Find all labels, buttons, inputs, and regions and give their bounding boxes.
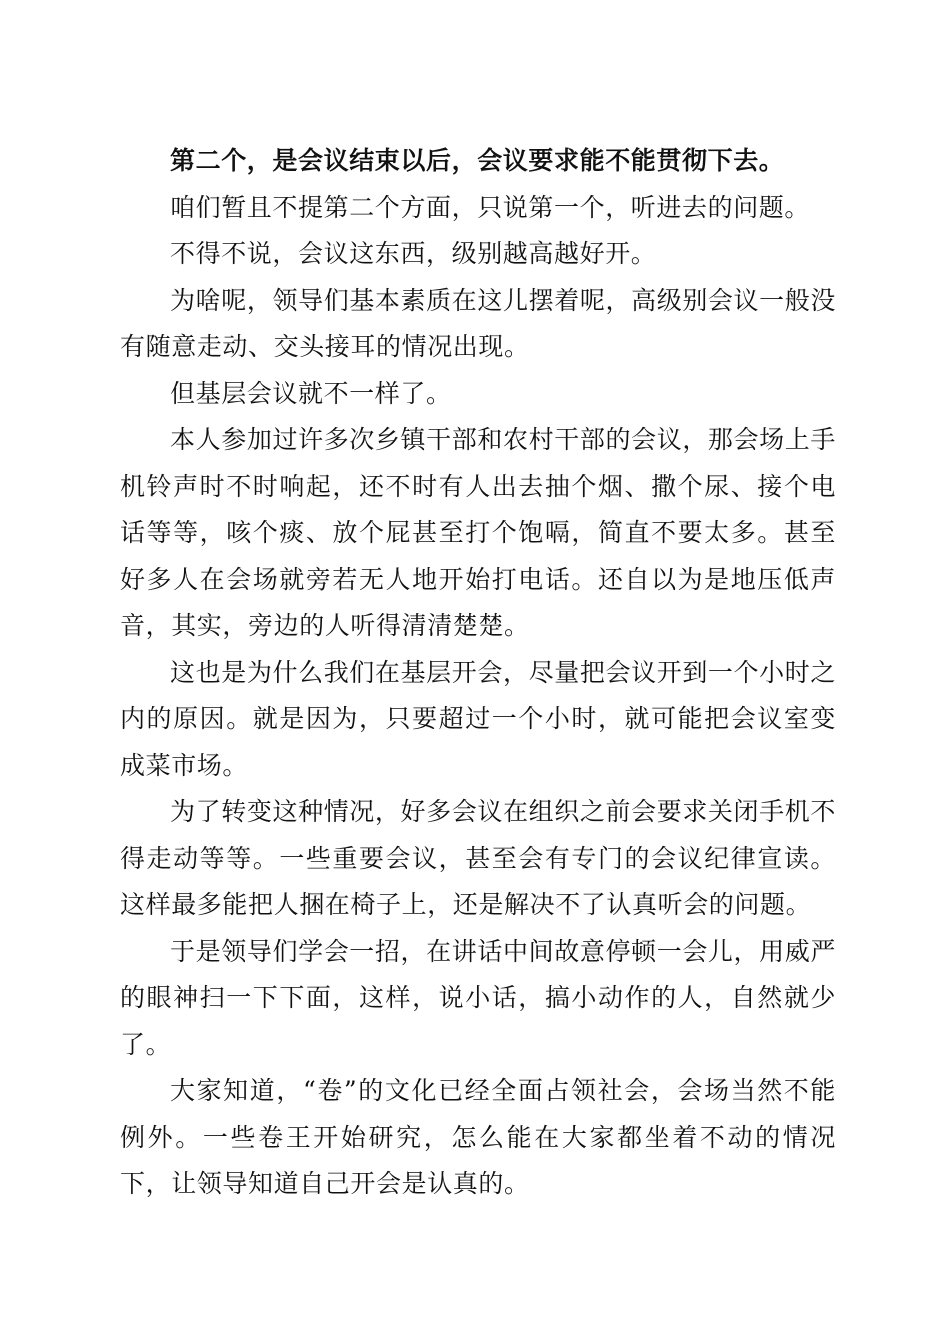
paragraph: 第二个，是会议结束以后，会议要求能不能贯彻下去。	[170, 146, 785, 175]
paragraph: 于是领导们学会一招，在讲话中间故意停顿一会儿，用威严的眼神扫一下下面，这样，说小话，搞小动作的人，自然就少了。	[120, 936, 836, 1059]
document-body	[120, 138, 836, 1208]
paragraph: 为了转变这种情况，好多会议在组织之前会要求关闭手机不得走动等等。一些重要会议，甚至会有专门的会议纪律宣读。这样最多能把人捆在椅子上，还是解决不了认真听会的问题。	[120, 797, 836, 919]
paragraph: 本人参加过许多次乡镇干部和农村干部的会议，那会场上手机铃声时不时响起，还不时有人出去抽个烟、撒个尿、接个电话等等，咳个痰、放个屁甚至打个饱嗝，简直不要太多。甚至好多人在会场就旁若无人地开始打电话。还自以为是地压低声音，其实，旁边的人听得清清楚楚。	[120, 425, 836, 640]
paragraph: 不得不说，会议这东西，级别越高越好开。	[170, 239, 657, 268]
paragraph: 大家知道，“卷”的文化已经全面占领社会，会场当然不能例外。一些卷王开始研究，怎么能在大家都坐着不动的情况下，让领导知道自己开会是认真的。	[120, 1076, 836, 1198]
paragraph: 为啥呢，领导们基本素质在这儿摆着呢，高级别会议一般没有随意走动、交头接耳的情况出现。	[120, 285, 836, 361]
paragraph: 这也是为什么我们在基层开会，尽量把会议开到一个小时之内的原因。就是因为，只要超过一个小时，就可能把会议室变成菜市场。	[120, 657, 836, 780]
paragraph: 但基层会议就不一样了。	[170, 378, 452, 408]
paragraph: 咱们暂且不提第二个方面，只说第一个，听进去的问题。	[170, 192, 811, 222]
